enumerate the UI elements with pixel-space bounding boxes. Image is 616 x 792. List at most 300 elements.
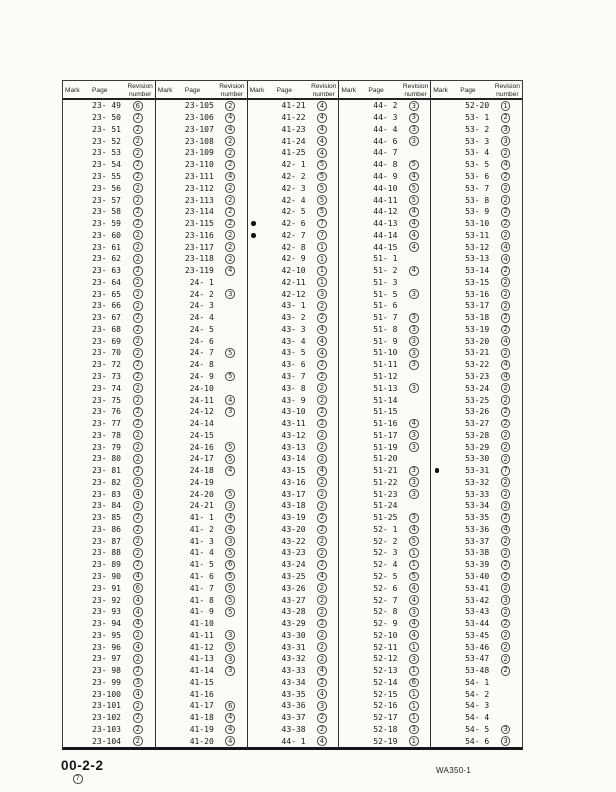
revision-number-badge: 2 [133,207,143,217]
page-cell: 43-37 [281,713,306,723]
page-cell: 43- 8 [281,383,306,393]
page-cell: 41-25 [281,148,306,158]
table-row [63,641,155,653]
revision-number-badge: 2 [501,513,511,523]
table-row [339,453,430,465]
page-cell: 44- 4 [373,124,398,134]
revision-cell [397,595,430,605]
page-cell: 52-11 [373,642,398,652]
revision-number-badge: 3 [501,736,511,746]
page-cell: 43-22 [281,536,306,546]
page-cell: 23- 90 [92,572,121,581]
revision-cell [121,325,155,335]
revision-number-badge: 5 [317,172,327,182]
table-row [431,347,522,359]
table-row [431,418,522,430]
page-cell: 23-118 [184,254,214,264]
revision-cell [397,466,430,476]
revision-number-badge: 3 [409,442,419,452]
revision-cell [489,642,522,652]
revision-cell [306,325,339,335]
table-row [248,394,339,406]
revision-cell [397,230,430,240]
table-row [248,253,339,265]
revision-cell [214,501,247,511]
revision-number-badge: 5 [225,442,235,452]
table-row [431,524,522,536]
page-cell: 23- 96 [92,642,121,652]
page-cell: 41- 1 [189,513,214,523]
column-rows [431,100,522,747]
revision-number-badge: 2 [133,430,143,440]
revision-cell [214,348,247,358]
table-row [339,288,430,300]
page-cell: 51-19 [373,442,398,452]
revision-cell [306,548,339,558]
page-cell: 52- 6 [373,583,398,593]
table-row [63,488,155,500]
page-cell: 23- 69 [92,336,121,346]
revision-cell [121,607,155,617]
revision-number-badge: 2 [225,219,235,229]
page-cell: 41-20 [189,736,214,746]
page-cell: 23- 64 [92,277,121,287]
page-cell: 43-27 [281,595,306,605]
revision-cell [214,466,247,476]
revision-number-badge: 2 [133,301,143,311]
page-cell: 23- 73 [92,371,121,381]
page-cell: 53-39 [465,560,490,570]
revision-number-badge: 2 [501,430,511,440]
table-row [339,265,430,277]
revision-cell [397,725,430,735]
revision-cell [397,360,430,370]
table-row [339,324,430,336]
page-cell: 52- 2 [373,536,398,546]
page-cell: 53-12 [465,242,490,252]
revision-cell [306,689,339,699]
page-cell: 43-28 [281,607,306,617]
table-row [248,465,339,477]
page-cell: 54- 2 [465,689,490,699]
revision-cell [214,489,247,499]
page-cell: 41- 8 [189,595,214,605]
table-row [63,171,155,183]
revision-cell [214,101,247,111]
page-cell: 43-15 [281,466,306,476]
revision-cell [489,736,522,746]
revision-cell [306,536,339,546]
page-cell: 52-16 [373,701,398,711]
table-row [63,665,155,677]
table-row [339,606,430,618]
table-row [339,712,430,724]
revision-cell [489,183,522,193]
revision-cell [397,430,430,440]
page-cell: 53-25 [465,395,490,405]
page-cell: 44-11 [373,195,398,205]
page-cell: 23- 84 [92,501,121,511]
revision-number-badge: 6 [133,583,143,593]
revision-number-badge: 2 [317,407,327,417]
revision-number-badge: 3 [133,678,143,688]
table-row [339,465,430,477]
revision-cell [397,207,430,217]
revision-number-badge: 3 [409,336,419,346]
revision-cell [306,101,339,111]
page-cell: 42- 4 [281,195,306,205]
revision-cell [121,666,155,676]
revision-cell [214,713,247,723]
revision-number-badge: 4 [317,348,327,358]
mark-header-label: Mark [157,87,173,94]
table-row [63,594,155,606]
page-number: 00-2-2 [61,758,104,773]
table-row [339,653,430,665]
table-row [63,653,155,665]
table-row [156,147,247,159]
page-cell: 23- 77 [92,419,121,429]
revision-cell [214,172,247,182]
table-row [63,135,155,147]
revision-number-badge: 2 [317,678,327,688]
revision-number-badge: 4 [133,489,143,499]
revision-number-badge: 1 [409,736,419,746]
table-row [339,406,430,418]
revision-number-badge: 5 [225,642,235,652]
table-row [339,159,430,171]
table-row [431,441,522,453]
table-row [248,312,339,324]
revision-cell [397,736,430,746]
page-cell: 52-10 [373,630,398,640]
revision-cell [489,395,522,405]
table-row [63,618,155,630]
table-column-4 [338,81,430,747]
table-row [63,418,155,430]
revision-cell [306,289,339,299]
revision-number-badge: 2 [501,325,511,335]
page-cell: 53-42 [465,595,490,605]
revision-cell [214,454,247,464]
revision-cell [397,195,430,205]
revision-cell [306,136,339,146]
revision-number-badge: 2 [133,442,143,452]
revision-cell [121,372,155,382]
page-cell: 51-11 [373,360,398,370]
table-row [156,229,247,241]
page-cell: 23- 53 [92,148,121,158]
table-row [339,429,430,441]
revision-cell [306,230,339,240]
table-row [339,629,430,641]
revision-number-badge: 4 [225,525,235,535]
table-row [431,288,522,300]
page-cell: 53-15 [465,277,490,287]
table-row [431,571,522,583]
table-row [248,276,339,288]
revision-cell [489,466,522,476]
revision-number-badge: 4 [317,148,327,158]
table-row [63,253,155,265]
revision-cell [306,301,339,311]
revision-number-badge: 4 [317,336,327,346]
revision-cell [397,383,430,393]
page-header-label: Page [276,87,292,94]
revision-cell [121,301,155,311]
table-row [156,735,247,747]
revision-number-badge: 4 [409,172,419,182]
table-row [431,312,522,324]
revision-cell [121,160,155,170]
revision-header-label: Revision number [402,83,429,98]
page-cell: 24- 2 [189,289,214,299]
page-cell: 43-17 [281,489,306,499]
revision-number-badge: 3 [409,489,419,499]
revision-number-badge: 2 [501,348,511,358]
table-row [339,524,430,536]
page-cell: 52-14 [373,677,398,687]
table-row [63,206,155,218]
revision-cell [214,630,247,640]
revision-cell [489,195,522,205]
revision-number-badge: 3 [409,289,419,299]
table-row [156,394,247,406]
revision-number-badge: 2 [317,430,327,440]
revision-cell [397,289,430,299]
revision-cell [306,266,339,276]
revision-cell [214,254,247,264]
table-row [339,559,430,571]
revision-number-badge: 4 [409,266,419,276]
table-row [156,112,247,124]
page-cell: 52- 1 [373,524,398,534]
revision-number-badge: 4 [317,113,327,123]
table-row [63,465,155,477]
page-cell: 53-34 [465,501,490,511]
revision-cell [489,548,522,558]
page-cell: 52- 7 [373,595,398,605]
page-cell: 42- 7 [281,230,306,240]
revision-cell [489,136,522,146]
revision-number-badge: 2 [501,560,511,570]
page-cell: 23- 97 [92,654,121,664]
revision-cell [121,678,155,688]
revision-cell [489,336,522,346]
page-cell: 23- 99 [92,677,121,687]
page-cell: 23-108 [184,136,214,146]
table-row [248,571,339,583]
revision-cell [306,383,339,393]
table-row [339,312,430,324]
revision-cell [489,219,522,229]
table-row [431,618,522,630]
page-cell: 41-21 [281,101,306,111]
revision-number-badge: 2 [133,125,143,135]
revision-cell [397,678,430,688]
page-cell: 43-33 [281,666,306,676]
table-row [431,371,522,383]
table-row [431,712,522,724]
revision-cell [121,525,155,535]
page-cell: 53-47 [465,654,490,664]
table-row [63,429,155,441]
revision-number-badge: 2 [133,360,143,370]
table-row [156,324,247,336]
table-row [248,535,339,547]
page-cell: 43-18 [281,501,306,511]
revision-number-badge: 2 [501,536,511,546]
table-row [248,641,339,653]
table-row [248,441,339,453]
revision-number-badge: 2 [317,654,327,664]
revision-cell [121,430,155,440]
table-row [248,500,339,512]
revision-header-label: Revision number [219,83,245,98]
revision-number-badge: 4 [409,525,419,535]
table-row [431,112,522,124]
table-row [156,641,247,653]
revision-number-badge: 2 [317,548,327,558]
page-cell: 41-11 [189,630,214,640]
page-cell: 51-25 [373,513,398,523]
revision-cell [489,501,522,511]
revision-number-badge: 2 [133,513,143,523]
page-cell: 53-16 [465,289,490,299]
revision-cell [121,642,155,652]
revision-cell [121,536,155,546]
table-row [156,276,247,288]
revision-cell [121,736,155,746]
table-row [156,618,247,630]
revision-cell [214,725,247,735]
revision-cell [489,113,522,123]
revision-cell [214,136,247,146]
page-cell: 43- 6 [281,360,306,370]
table-row [63,735,155,747]
revision-number-badge: 1 [409,548,419,558]
revision-number-badge: 2 [501,630,511,640]
page-revision-badge: 7 [73,774,83,784]
page-cell: 53-10 [465,219,490,229]
revision-number-badge: 2 [225,183,235,193]
revision-cell [306,501,339,511]
revision-number-badge: 2 [133,630,143,640]
revision-number-badge: 4 [501,160,511,170]
revision-cell [214,395,247,405]
revision-number-badge: 4 [133,607,143,617]
page-cell: 43-11 [281,419,306,429]
page-cell: 23-109 [184,148,214,158]
table-row [339,171,430,183]
revision-cell [489,266,522,276]
table-row [339,441,430,453]
revision-cell [306,313,339,323]
table-row [63,677,155,689]
table-row [248,229,339,241]
page-cell: 23- 80 [92,454,121,464]
table-row [339,535,430,547]
page-cell: 23- 58 [92,207,121,217]
table-row [431,500,522,512]
page-cell: 41- 2 [189,524,214,534]
page-cell: 53- 1 [465,113,490,123]
revision-cell [214,160,247,170]
revision-number-badge: 2 [501,619,511,629]
page-cell: 53-22 [465,360,490,370]
revision-cell [121,242,155,252]
revision-cell [121,113,155,123]
revision-cell [397,630,430,640]
table-row [63,606,155,618]
table-row [339,347,430,359]
revision-number-badge: 2 [133,336,143,346]
table-row [431,653,522,665]
revision-number-badge: 2 [133,289,143,299]
page-cell: 54- 5 [465,724,490,734]
revision-number-badge: 2 [133,172,143,182]
revision-number-badge: 2 [317,489,327,499]
revision-number-badge: 6 [225,701,235,711]
page-header-label: Page [92,87,108,94]
revision-cell [306,489,339,499]
revision-number-badge: 2 [133,313,143,323]
table-row [339,229,430,241]
revision-cell [489,125,522,135]
revision-number-badge: 2 [317,442,327,452]
table-row [431,100,522,112]
table-row [248,371,339,383]
page-cell: 44- 6 [373,136,398,146]
page-cell: 42- 9 [281,254,306,264]
table-row [156,218,247,230]
revision-number-badge: 7 [501,466,511,476]
page-cell: 53- 4 [465,148,490,158]
page-cell: 23- 66 [92,301,121,311]
revision-number-badge: 4 [317,125,327,135]
revision-number-badge: 4 [409,630,419,640]
page-cell: 44-10 [373,183,398,193]
table-row [63,288,155,300]
page-cell: 53-31 [465,466,490,476]
page-cell: 53-27 [465,419,490,429]
page-cell: 41-23 [281,124,306,134]
page-cell: 41-13 [189,654,214,664]
revision-number-badge: 5 [225,548,235,558]
page-cell: 53-45 [465,630,490,640]
revision-cell [397,642,430,652]
revision-number-badge: 2 [317,419,327,429]
revision-cell [397,113,430,123]
column-rows [339,100,430,747]
page-cell: 52-12 [373,654,398,664]
mark-cell [248,221,260,226]
revision-cell [306,395,339,405]
page-cell: 53-46 [465,642,490,652]
table-row [63,359,155,371]
table-row [248,194,339,206]
page-cell: 51-10 [373,348,398,358]
table-row [431,265,522,277]
page-cell: 23- 67 [92,313,121,323]
page-cell: 53-21 [465,348,490,358]
revision-cell [121,395,155,405]
page-cell: 53-33 [465,489,490,499]
table-row [431,488,522,500]
page-cell: 43-30 [281,630,306,640]
revision-number-badge: 5 [317,183,327,193]
revision-number-badge: 4 [409,583,419,593]
